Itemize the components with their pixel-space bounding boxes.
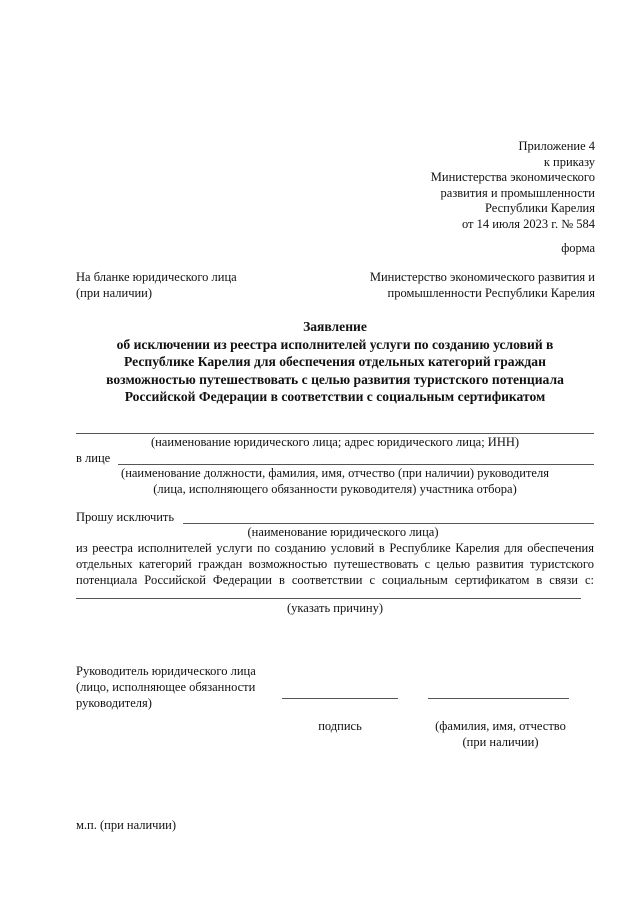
in-person-field-line[interactable] [118, 464, 594, 465]
signatory-line: руководителя) [76, 696, 152, 710]
in-person-label: в лице [76, 451, 111, 465]
reason-caption: (указать причину) [286, 601, 383, 615]
body-text-line: отдельных категорий граждан возможностью путешествовать с целью развития туристского [76, 557, 594, 571]
body-text-line: из реестра исполнителей услуги по созданию условий в Республике Карелия для обеспечения [76, 541, 594, 555]
form-label: форма [561, 241, 595, 255]
appendix-header [431, 139, 595, 233]
entity-field-line[interactable] [76, 433, 594, 434]
appendix-line: к приказу [543, 154, 595, 169]
addressee-line: Министерство экономического развития и [369, 270, 595, 284]
appendix-line: Республики Карелия [484, 201, 595, 216]
signatory-line: (лицо, исполняющее обязанности [76, 680, 256, 694]
stamp-label: м.п. (при наличии) [76, 818, 176, 832]
head-caption: (наименование должности, фамилия, имя, отчество (при наличии) руководителя [121, 466, 549, 480]
letterhead-addressee [370, 269, 595, 301]
title-heading: Заявление [303, 319, 367, 334]
body-text-line: потенциала Российской Федерации в соответствии с социальным сертификатом в связи с: [76, 573, 594, 587]
signature-field-line[interactable] [282, 698, 398, 699]
signatory-line: Руководитель юридического лица [76, 664, 256, 678]
title-line: Российской Федерации в соответствии с социальным сертификатом [124, 389, 546, 404]
full-name-caption: (при наличии) [462, 735, 539, 749]
signatory-label [76, 663, 256, 711]
appendix-line: Приложение 4 [518, 139, 595, 153]
request-caption: (наименование юридического лица) [247, 525, 439, 539]
reason-field-line[interactable] [76, 598, 581, 599]
full-name-field-line[interactable] [428, 698, 569, 699]
letterhead-left-line: (при наличии) [76, 286, 153, 300]
entity-caption: (наименование юридического лица; адрес юридического лица; ИНН) [150, 435, 520, 449]
letterhead-left [76, 269, 237, 301]
title-line: об исключении из реестра исполнителей услуги по созданию условий в [116, 336, 554, 352]
appendix-line: развития и промышленности [440, 185, 595, 200]
addressee-line: промышленности Республики Карелия [387, 286, 595, 300]
appendix-line: от 14 июля 2023 г. № 584 [461, 216, 595, 231]
document-title [40, 318, 630, 406]
request-field-line[interactable] [183, 523, 594, 524]
head-caption: (лица, исполняющего обязанности руководителя) участника отбора) [153, 482, 517, 496]
title-line: возможностью путешествовать с целью развития туристского потенциала [106, 371, 564, 387]
request-label: Прошу исключить [76, 510, 175, 524]
appendix-line: Министерства экономического [430, 170, 595, 185]
full-name-caption: (фамилия, имя, отчество [435, 719, 566, 733]
signature-caption: подпись [318, 719, 362, 733]
letterhead-left-line: На бланке юридического лица [76, 270, 237, 284]
title-line: Республике Карелия для обеспечения отдельных категорий граждан [124, 354, 546, 369]
